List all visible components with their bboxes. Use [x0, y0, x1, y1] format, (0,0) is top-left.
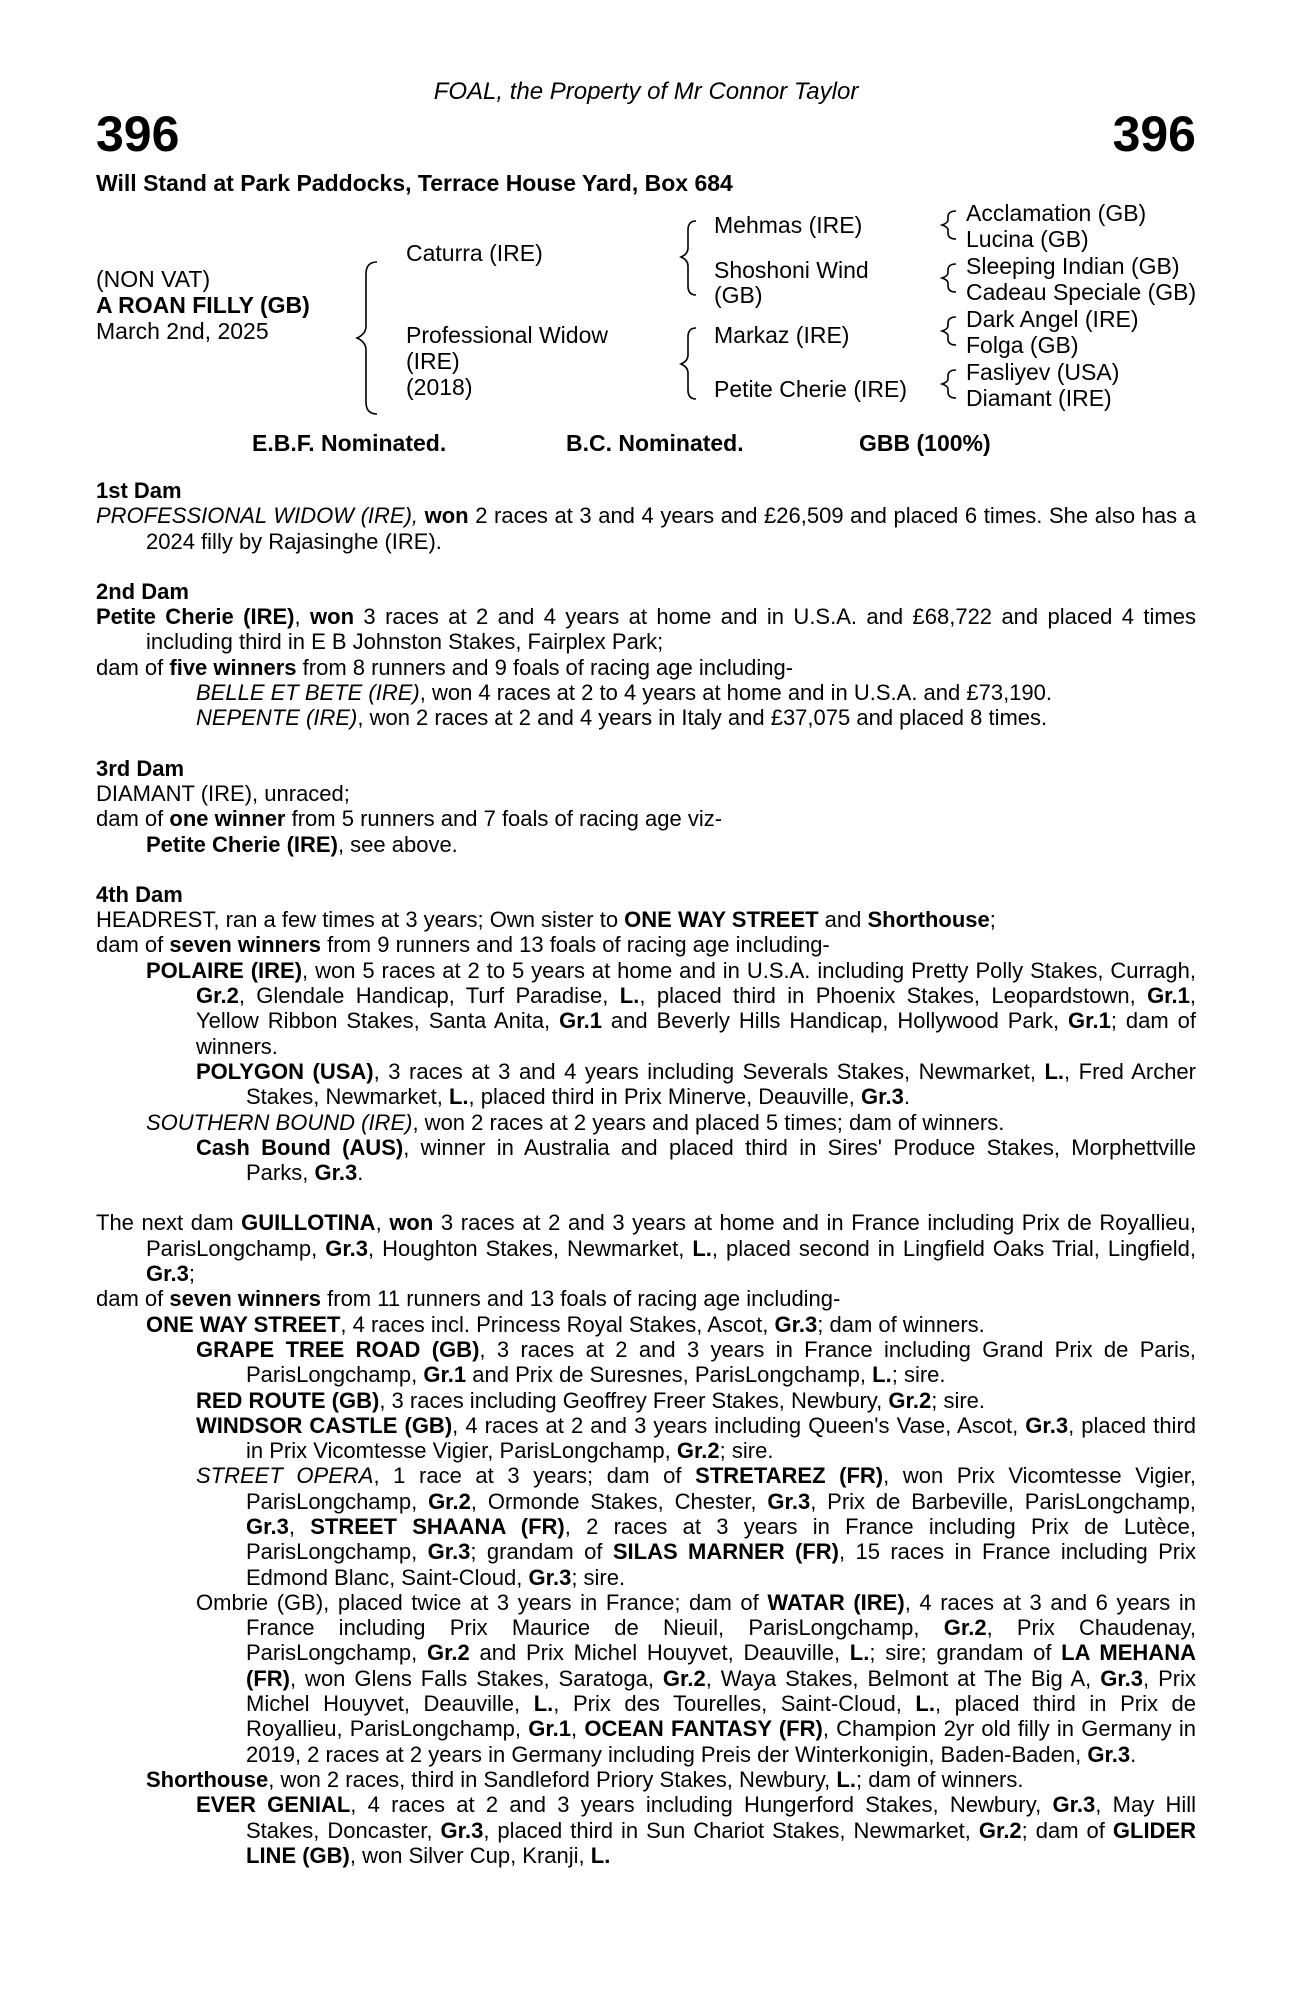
text-run: , 4 races at 2 and 3 years including Hungerford Stakes, Newbury,: [350, 1792, 1053, 1818]
owner-line: FOAL, the Property of Mr Connor Taylor: [433, 78, 859, 105]
bold-text: five winners: [169, 654, 297, 680]
produce-entry: [96, 680, 1196, 705]
bold-text: Gr.1: [1068, 1008, 1111, 1034]
text-run: , 1 race at 3 years; dam of: [373, 1463, 696, 1489]
bold-text: L.: [915, 1691, 935, 1717]
bold-text: Gr.3: [861, 1084, 904, 1110]
dam-record: [96, 781, 1196, 806]
bold-text: Gr.2: [676, 1438, 720, 1464]
dam-sire: Markaz (IRE): [714, 322, 850, 348]
bold-text: seven winners: [169, 932, 322, 958]
g4-7: Fasliyev (USA): [966, 359, 1120, 385]
text-run: , Prix de Barbeville, ParisLongchamp,: [810, 1488, 1196, 1514]
bold-text: Petite Cherie (IRE): [96, 604, 295, 630]
produce-entry: [96, 1413, 1196, 1464]
bold-text: seven winners: [169, 1286, 322, 1312]
bold-text: L.: [590, 1842, 611, 1868]
text-run: ; sire.: [571, 1564, 626, 1590]
produce-entry: [96, 1110, 1196, 1135]
bold-text: Gr.3: [314, 1160, 358, 1186]
text-run: , Champion 2yr old filly in Germany in 2019, 2 races at 2 years in Germany including Preis der Winterkonigin, Baden-Baden,: [246, 1716, 1196, 1767]
text-run: , Waya Stakes, Belmont at The Big A,: [705, 1665, 1101, 1691]
bold-text: ONE WAY STREET: [146, 1311, 341, 1337]
bold-text: Gr.1: [559, 1008, 602, 1034]
sire-sire: Mehmas (IRE): [714, 212, 863, 238]
text-run: from 11 runners and 13 foals of racing age including-: [321, 1286, 841, 1312]
bold-text: one winner: [169, 806, 286, 832]
text-run: and Prix de Suresnes, ParisLongchamp,: [466, 1362, 873, 1388]
dam-line-2: (IRE): [406, 348, 460, 374]
italic-text: STREET OPERA: [196, 1463, 374, 1489]
bold-text: Gr.3: [528, 1564, 572, 1590]
third-dam-section: [96, 756, 1196, 857]
text-run: , won 5 races at 2 to 5 years at home and in U.S.A. including Pretty Polly Stakes, Curragh,: [302, 957, 1196, 983]
section-heading: 2nd Dam: [96, 578, 189, 604]
bold-text: L.: [533, 1691, 554, 1717]
bracket-sire: [681, 221, 696, 295]
text-run: , Ormonde Stakes, Chester,: [470, 1488, 768, 1514]
text-run: .: [357, 1160, 364, 1186]
produce-summary: [96, 932, 1196, 957]
bold-text: Gr.3: [427, 1539, 471, 1565]
dam-record: [96, 503, 1196, 554]
produce-entry: [96, 1590, 1196, 1767]
bold-text: Gr.2: [196, 983, 239, 1009]
lot-number-left: 396: [96, 106, 180, 162]
bold-text: Gr.1: [528, 1716, 572, 1742]
text-run: ; dam of winners.: [196, 1008, 1196, 1059]
bracket-dam: [681, 328, 696, 399]
bold-text: STREET SHAANA (FR): [310, 1513, 565, 1539]
bold-text: Gr.2: [943, 1615, 987, 1641]
text-run: , placed third in Prix Vicomtesse Vigier, ParisLongchamp,: [246, 1412, 1197, 1464]
bold-text: GUILLOTINA: [241, 1210, 376, 1236]
first-dam-section: [96, 478, 1196, 554]
text-run: ,: [288, 1513, 311, 1539]
bracket-g4-2: [942, 264, 956, 292]
produce-entry: [96, 1059, 1196, 1110]
bracket-g4-3: [942, 317, 956, 345]
g4-2: Lucina (GB): [966, 226, 1089, 252]
bold-text: Gr.3: [325, 1235, 369, 1261]
fourth-dam-section: [96, 882, 1196, 1186]
g4-4: Cadeau Speciale (GB): [966, 279, 1197, 305]
text-run: , 3 races at 2 and 3 years in France including Grand Prix de Paris, ParisLongchamp,: [246, 1336, 1196, 1388]
g4-1: Acclamation (GB): [966, 200, 1147, 226]
text-run: , won Glens Falls Stakes, Saratoga,: [289, 1665, 663, 1691]
dam-dam: Petite Cherie (IRE): [714, 376, 908, 402]
bold-text: POLAIRE (IRE): [146, 957, 303, 983]
text-run: ;: [188, 1261, 195, 1287]
bold-text: L.: [692, 1235, 712, 1261]
bold-text: Gr.1: [423, 1362, 467, 1388]
text-run: , winner in Australia and placed third in Sires' Produce Stakes, Morphettville Parks,: [246, 1134, 1197, 1186]
ebf-nominated: E.B.F. Nominated.: [252, 430, 447, 456]
bold-text: Gr.3: [767, 1488, 811, 1514]
text-run: , won 4 races at 2 to 4 years at home and in U.S.A. and £73,190.: [419, 680, 1053, 706]
bold-text: WINDSOR CASTLE (GB): [196, 1412, 453, 1438]
text-run: HEADREST, ran a few times at 3 years; Own sister to: [96, 907, 625, 933]
vat-status: (NON VAT): [96, 266, 211, 292]
pedigree-table: [96, 200, 1216, 425]
text-run: dam of: [96, 932, 170, 958]
text-run: ,: [294, 604, 311, 630]
sire-dam-line-2: (GB): [714, 282, 763, 308]
text-run: , 15 races in France including Prix Edmond Blanc, Saint-Cloud,: [246, 1539, 1196, 1590]
bold-text: L.: [849, 1640, 870, 1666]
text-run: , 4 races at 3 and 6 years in France including Prix Maurice de Nieuil, ParisLongchamp,: [246, 1589, 1197, 1641]
gbb-status: GBB (100%): [859, 430, 991, 456]
bold-text: Petite Cherie (IRE): [146, 831, 338, 857]
text-run: .: [1130, 1741, 1137, 1767]
text-run: 2 races at 3 and 4 years and £26,509 and placed 6 times. She also has a 2024 filly by Rajasinghe (IRE).: [146, 503, 1196, 554]
bold-text: Gr.2: [426, 1640, 470, 1666]
text-run: from 8 runners and 9 foals of racing age including-: [296, 654, 794, 680]
dam-record: [96, 1210, 1196, 1286]
bracket-g4-4: [942, 370, 956, 398]
dam-record: [96, 907, 1196, 932]
text-run: from 5 runners and 7 foals of racing age viz-: [285, 806, 723, 832]
text-run: ,: [571, 1716, 585, 1742]
dam-record: [96, 604, 1196, 655]
bold-text: LA MEHANA (FR): [246, 1640, 1196, 1691]
produce-entry: [96, 1792, 1196, 1868]
lot-number-right: 396: [1112, 106, 1196, 162]
text-run: DIAMANT (IRE), unraced;: [96, 780, 350, 806]
text-run: , won Silver Cup, Kranji,: [349, 1842, 591, 1868]
lot-name: A ROAN FILLY (GB): [96, 292, 310, 318]
bold-text: EVER GENIAL: [196, 1792, 351, 1818]
text-run: , won 2 races at 2 and 4 years in Italy and £37,075 and placed 8 times.: [357, 705, 1048, 731]
produce-entry: [96, 1312, 1196, 1337]
produce-entry: [96, 1767, 1196, 1792]
dam-line-1: Professional Widow: [406, 322, 608, 348]
text-run: , won 2 races, third in Sandleford Priory Stakes, Newbury,: [268, 1766, 837, 1792]
produce-entry: [96, 1463, 1196, 1589]
dam-line-3: (2018): [406, 374, 473, 400]
bold-text: POLYGON (USA): [196, 1058, 374, 1084]
text-run: , 4 races incl. Princess Royal Stakes, Ascot,: [340, 1311, 775, 1337]
bold-text: L.: [448, 1084, 469, 1110]
text-run: ,: [375, 1210, 390, 1236]
bracket-main: [357, 262, 377, 414]
bold-text: Gr.1: [1147, 983, 1190, 1009]
text-run: , Prix Michel Houyvet, Deauville,: [246, 1665, 1196, 1717]
text-run: , Yellow Ribbon Stakes, Santa Anita,: [196, 983, 1196, 1034]
text-run: ; sire; grandam of: [869, 1640, 1062, 1666]
produce-entry: [96, 1135, 1196, 1186]
g4-5: Dark Angel (IRE): [966, 306, 1139, 332]
g4-6: Folga (GB): [966, 332, 1079, 358]
italic-text: PROFESSIONAL WIDOW (IRE),: [96, 503, 425, 529]
text-run: , 3 races including Geoffrey Freer Stakes, Newbury,: [379, 1387, 889, 1413]
bold-text: SILAS MARNER (FR): [612, 1539, 839, 1565]
text-run: , Fred Archer Stakes, Newmarket,: [246, 1058, 1196, 1110]
section-heading: 3rd Dam: [96, 755, 185, 781]
bold-text: GLIDER LINE (GB): [246, 1817, 1197, 1868]
text-run: , placed second in Lingfield Oaks Trial, Lingfield,: [711, 1235, 1196, 1261]
bold-text: OCEAN FANTASY (FR): [584, 1716, 823, 1742]
italic-text: SOUTHERN BOUND (IRE): [146, 1109, 413, 1135]
text-run: 3 races at 2 and 3 years at home and in France including Prix de Royallieu, ParisLongchamp,: [146, 1210, 1196, 1261]
italic-text: BELLE ET BETE (IRE): [196, 680, 420, 706]
text-run: , Prix des Tourelles, Saint-Cloud,: [553, 1691, 916, 1717]
text-run: and: [818, 907, 868, 933]
text-run: .: [903, 1084, 910, 1110]
produce-entry: [96, 958, 1196, 1059]
bracket-g4-1: [942, 211, 956, 239]
bold-text: Gr.3: [1052, 1792, 1096, 1818]
text-run: , won 2 races at 2 years and placed 5 times; dam of winners.: [412, 1109, 1005, 1135]
text-run: The next dam: [96, 1210, 242, 1236]
text-run: Ombrie (GB), placed twice at 3 years in France; dam of: [196, 1589, 768, 1615]
text-run: ; sire.: [891, 1362, 946, 1388]
bold-text: Gr.2: [662, 1665, 706, 1691]
text-run: ; dam of winners.: [817, 1311, 985, 1337]
section-heading: 4th Dam: [96, 881, 183, 907]
text-run: , Prix Chaudenay, ParisLongchamp,: [246, 1615, 1196, 1666]
stand-location: Will Stand at Park Paddocks, Terrace House Yard, Box 684: [96, 170, 733, 196]
text-run: ;: [989, 907, 996, 933]
bold-text: Gr.2: [428, 1488, 471, 1514]
bold-text: STRETAREZ (FR): [695, 1463, 884, 1489]
bold-text: L.: [836, 1766, 856, 1792]
text-run: ; sire.: [931, 1387, 986, 1413]
bold-text: Gr.3: [146, 1261, 189, 1287]
bold-text: L.: [872, 1362, 892, 1388]
bold-text: Gr.2: [978, 1817, 1022, 1843]
bold-text: won: [389, 1210, 434, 1236]
text-run: , 3 races at 3 and 4 years including Severals Stakes, Newmarket,: [373, 1058, 1045, 1084]
bold-text: Shorthouse: [146, 1766, 269, 1792]
text-run: , Houghton Stakes, Newmarket,: [368, 1235, 693, 1261]
text-run: , May Hill Stakes, Doncaster,: [246, 1792, 1197, 1843]
produce-summary: [96, 655, 1196, 680]
produce-summary: [96, 806, 1196, 831]
text-run: and Prix Michel Houyvet, Deauville,: [469, 1640, 850, 1666]
produce-entry: [96, 1337, 1196, 1388]
text-run: , won Prix Vicomtesse Vigier, ParisLongchamp,: [246, 1463, 1197, 1514]
text-run: ; sire.: [719, 1438, 774, 1464]
nominations: [96, 430, 1196, 460]
section-heading: 1st Dam: [96, 478, 182, 503]
text-run: dam of: [96, 654, 170, 680]
text-run: , placed third in Phoenix Stakes, Leopardstown,: [639, 983, 1148, 1009]
bold-text: Gr.3: [1087, 1741, 1131, 1767]
sire: Caturra (IRE): [406, 240, 543, 266]
text-run: and Beverly Hills Handicap, Hollywood Park,: [601, 1008, 1069, 1034]
bold-text: Gr.2: [888, 1387, 932, 1413]
text-run: dam of: [96, 1286, 170, 1312]
text-run: ; grandam of: [470, 1539, 613, 1565]
bold-text: Gr.3: [440, 1817, 484, 1843]
italic-text: NEPENTE (IRE): [196, 705, 358, 731]
bold-text: WATAR (IRE): [767, 1589, 905, 1615]
g4-8: Diamant (IRE): [966, 385, 1112, 411]
bold-text: ONE WAY STREET: [624, 907, 819, 933]
text-run: , placed third in Prix Minerve, Deauville,: [468, 1084, 862, 1110]
bold-text: Shorthouse: [867, 907, 990, 933]
text-run: , placed third in Prix de Royallieu, ParisLongchamp,: [246, 1691, 1196, 1742]
bc-nominated: B.C. Nominated.: [566, 430, 744, 456]
second-dam-section: [96, 579, 1196, 731]
sire-dam-line-1: Shoshoni Wind: [714, 257, 869, 283]
bold-text: Gr.3: [1025, 1412, 1069, 1438]
bold-text: Gr.3: [1100, 1665, 1144, 1691]
bold-text: Gr.3: [246, 1513, 289, 1539]
produce-entry: [96, 832, 1196, 857]
text-run: ; dam of winners.: [855, 1766, 1024, 1792]
bold-text: won: [424, 503, 469, 529]
bold-text: won: [310, 604, 355, 630]
produce-entry: [96, 705, 1196, 730]
bold-text: Cash Bound (AUS): [196, 1134, 404, 1160]
text-run: , 4 races at 2 and 3 years including Queen's Vase, Ascot,: [452, 1412, 1026, 1438]
text-run: , placed third in Sun Chariot Stakes, Newmarket,: [483, 1817, 979, 1843]
text-run: dam of: [96, 806, 170, 832]
foaling-date: March 2nd, 2025: [96, 318, 269, 344]
text-run: , see above.: [337, 831, 458, 857]
bold-text: RED ROUTE (GB): [196, 1387, 380, 1413]
produce-summary: [96, 1286, 1196, 1311]
text-run: ; dam of: [1021, 1817, 1113, 1843]
next-dam-section: [96, 1210, 1196, 1868]
text-run: , 2 races at 3 years in France including Prix de Lutèce, ParisLongchamp,: [246, 1513, 1196, 1565]
pedigree-notes: [96, 478, 1196, 1868]
text-run: 3 races at 2 and 4 years at home and in U.S.A. and £68,722 and placed 4 times including third in E B Johnston Stakes, Fairplex Park;: [146, 604, 1196, 655]
text-run: from 9 runners and 13 foals of racing age including-: [321, 932, 830, 958]
bold-text: L.: [619, 983, 640, 1009]
text-run: , Glendale Handicap, Turf Paradise,: [238, 983, 620, 1009]
bold-text: L.: [1044, 1058, 1065, 1084]
bold-text: GRAPE TREE ROAD (GB): [196, 1336, 480, 1362]
bold-text: Gr.3: [774, 1311, 818, 1337]
g4-3: Sleeping Indian (GB): [966, 253, 1180, 279]
produce-entry: [96, 1388, 1196, 1413]
